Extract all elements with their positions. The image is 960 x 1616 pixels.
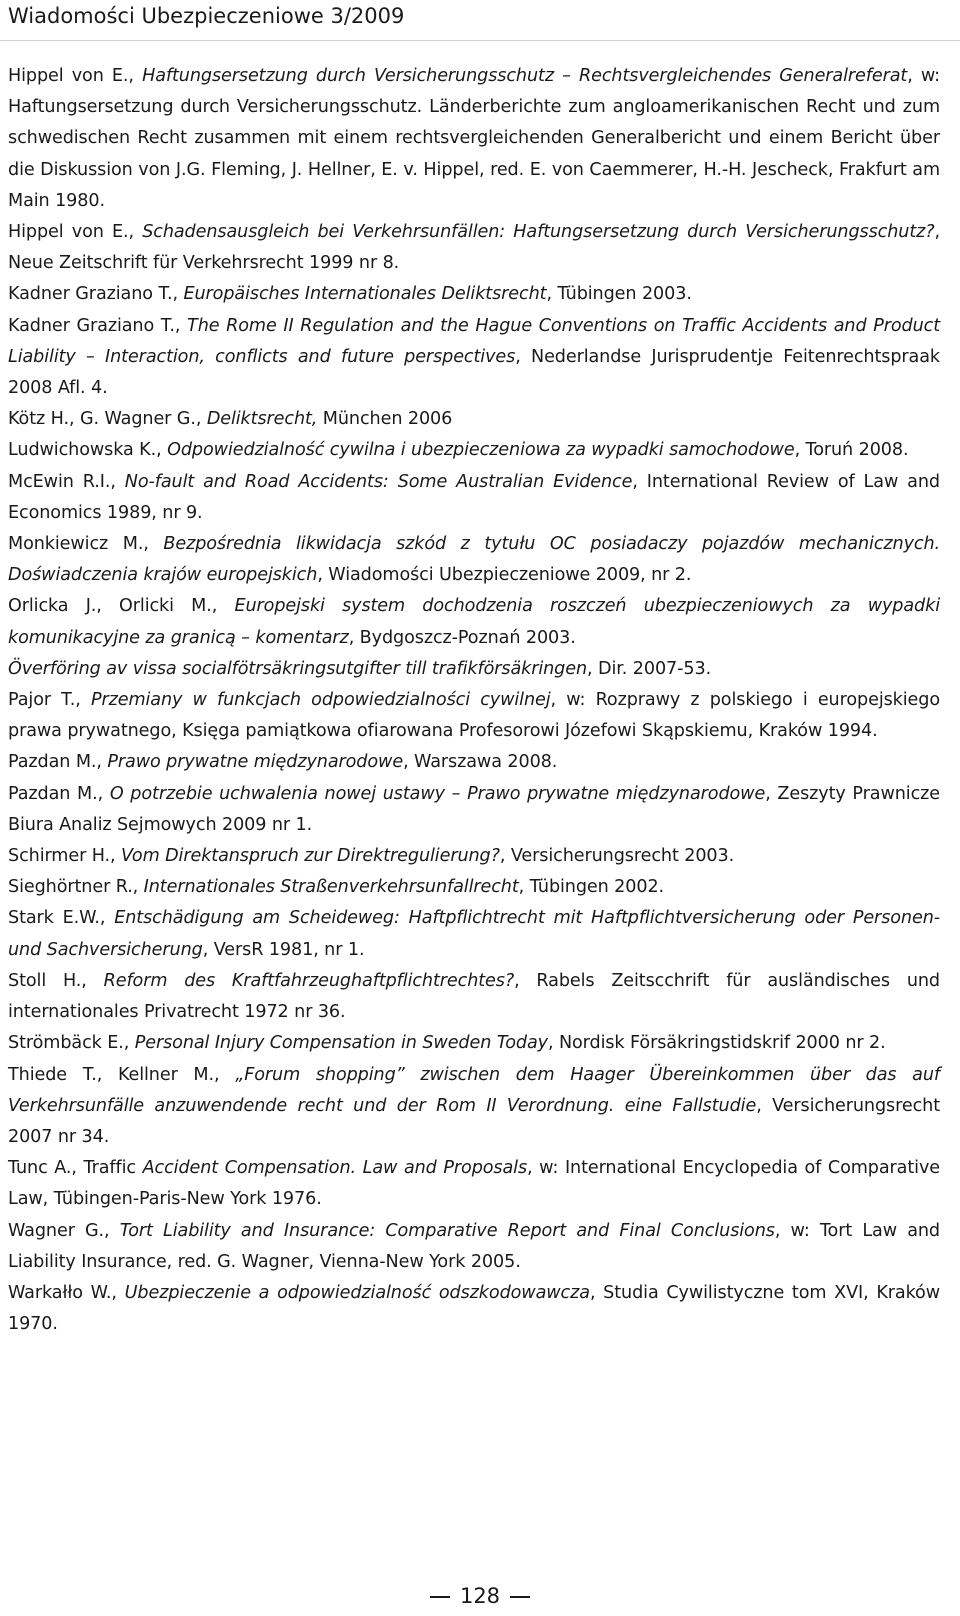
- reference-text: , w: Haftungsersetzung durch Versicherungsschutz. Länderberichte zum angloamerikanischen Recht und zum schwedischen Recht zusammen mit einem rechtsvergleichenden Generalbericht und einem Bericht über die Diskussion von J.G. Fleming, J. Hellner, E. v. Hippel, red. E. von Caemmerer, H.-H. Jescheck, Frakfurt am Main 1980.: [8, 66, 941, 211]
- reference-title: Bezpośrednia likwidacja szkód z tytułu OC posiadaczy pojazdów mechanicznych. Doświadczenia krajów europejskich: [8, 534, 941, 586]
- reference-text: McEwin R.I.,: [8, 471, 125, 492]
- reference-title: „Forum shopping” zwischen dem Haager Übereinkommen über das auf Verkehrsunfälle anzuwendende recht und der Rom II Verordnung. eine Fallstudie: [8, 1064, 940, 1116]
- reference-entry: [8, 1060, 940, 1154]
- reference-text: , Rabels Zeitscchrift für ausländisches und internationales Privatrecht 1972 nr 36.: [8, 970, 940, 1023]
- reference-title: Personal Injury Compensation in Sweden Today: [134, 1033, 548, 1054]
- reference-entry: [8, 1278, 940, 1340]
- reference-text: , Neue Zeitschrift für Verkehrsrecht 1999 nr 8.: [8, 222, 941, 274]
- reference-entry: [8, 1028, 940, 1059]
- reference-text: Thiede T., Kellner M.,: [8, 1064, 236, 1085]
- reference-entry: [8, 903, 940, 965]
- reference-text: Strömbäck E.,: [8, 1033, 135, 1054]
- reference-entry: [8, 279, 940, 310]
- reference-text: , Tübingen 2003.: [546, 284, 692, 305]
- reference-title: Odpowiedzialność cywilna i ubezpieczeniowa za wypadki samochodowe: [167, 440, 795, 461]
- reference-entry: [8, 685, 940, 747]
- reference-text: , International Review of Law and Economics 1989, nr 9.: [8, 471, 940, 523]
- reference-text: Monkiewicz M.,: [8, 534, 164, 555]
- reference-entry: [8, 1153, 940, 1215]
- reference-text: Kadner Graziano T.,: [8, 284, 184, 305]
- reference-text: Warkałło W.,: [8, 1282, 125, 1303]
- reference-title: Przemiany w funkcjach odpowiedzialności cywilnej: [90, 690, 551, 711]
- reference-text: , Nederlandse Jurisprudentje Feitenrechtspraak 2008 Afl. 4.: [8, 346, 940, 399]
- reference-title: O potrzebie uchwalenia nowej ustawy – Prawo prywatne międzynarodowe: [109, 783, 766, 804]
- reference-title: Deliktsrecht,: [206, 409, 318, 430]
- reference-text: Pajor T.,: [8, 690, 91, 711]
- reference-title: Överföring av vissa socialfötrsäkringsutgifter till trafikförsäkringen: [8, 658, 588, 679]
- reference-text: , w: International Encyclopedia of Comparative Law, Tübingen-Paris-New York 1976.: [8, 1158, 940, 1210]
- reference-title: Internationales Straßenverkehrsunfallrecht: [143, 877, 519, 898]
- reference-entry: [8, 1216, 940, 1278]
- reference-title: Accident Compensation. Law and Proposals: [142, 1158, 528, 1179]
- reference-text: , Nordisk Försäkringstidskrif 2000 nr 2.: [547, 1033, 886, 1054]
- reference-title: Tort Liability and Insurance: Comparative Report and Final Conclusions: [119, 1220, 775, 1241]
- reference-entry: [8, 747, 940, 778]
- reference-title: Europäisches Internationales Deliktsrecht: [183, 284, 547, 305]
- reference-text: Ludwichowska K.,: [8, 440, 168, 461]
- reference-text: Hippel von E.,: [8, 66, 143, 86]
- page-footer: [0, 1582, 960, 1610]
- reference-text: , Dir. 2007-53.: [587, 658, 712, 679]
- footer-dash-left: [430, 1596, 450, 1598]
- reference-entry: [8, 872, 940, 903]
- reference-title: No-fault and Road Accidents: Some Australian Evidence: [124, 471, 633, 492]
- reference-text: Pazdan M.,: [8, 783, 110, 804]
- reference-text: , Wiadomości Ubezpieczeniowe 2009, nr 2.: [317, 565, 692, 586]
- page-number: 128: [459, 1584, 501, 1608]
- reference-title: Schadensausgleich bei Verkehrsunfällen: Haftungsersetzung durch Versicherungsschutz?: [142, 222, 935, 243]
- reference-text: Stark E.W.,: [8, 908, 115, 929]
- reference-text: , Toruń 2008.: [794, 440, 909, 461]
- reference-entry: [8, 841, 940, 872]
- reference-entry: [8, 966, 940, 1028]
- reference-entry: [8, 311, 940, 405]
- reference-entry: [8, 779, 940, 841]
- reference-text: , Bydgoszcz-Poznań 2003.: [348, 627, 576, 648]
- reference-text: , Studia Cywilistyczne tom XVI, Kraków 1970.: [8, 1282, 941, 1335]
- running-header: Wiadomości Ubezpieczeniowe 3/2009: [8, 4, 405, 28]
- reference-text: Sieghörtner R.,: [8, 877, 144, 898]
- reference-entry: [8, 467, 940, 529]
- reference-text: München 2006: [317, 409, 453, 430]
- reference-text: , w: Tort Law and Liability Insurance, red. G. Wagner, Vienna-New York 2005.: [8, 1220, 940, 1272]
- reference-entry: [8, 217, 940, 279]
- reference-entry: [8, 61, 940, 217]
- reference-text: , Versicherungsrecht 2007 nr 34.: [8, 1095, 940, 1147]
- reference-text: , Zeszyty Prawnicze Biura Analiz Sejmowych 2009 nr 1.: [8, 783, 941, 835]
- reference-text: Kötz H., G. Wagner G.,: [8, 409, 207, 430]
- reference-text: , w: Rozprawy z polskiego i europejskiego prawa prywatnego, Księga pamiątkowa ofiarowana Profesorowi Józefowi Skąpskiemu, Kraków 1994.: [8, 690, 941, 742]
- reference-title: Entschädigung am Scheideweg: Haftpflichtrecht mit Haftpflichtversicherung oder Personen- und Sachversicherung: [8, 908, 940, 960]
- reference-entry: [8, 591, 940, 653]
- header-divider: [0, 40, 960, 41]
- reference-list: [8, 61, 940, 1340]
- reference-title: Haftungsersetzung durch Versicherungsschutz – Rechtsvergleichendes Generalreferat: [142, 66, 908, 86]
- footer-dash-right: [510, 1596, 530, 1598]
- reference-title: Reform des Kraftfahrzeughaftpflichtrechtes?: [103, 970, 515, 991]
- reference-title: Prawo prywatne międzynarodowe: [107, 752, 404, 773]
- reference-text: , VersR 1981, nr 1.: [202, 939, 365, 960]
- reference-title: Vom Direktanspruch zur Direktregulierung?: [121, 846, 500, 867]
- reference-text: Tunc A., Traffic: [8, 1158, 143, 1179]
- reference-text: Kadner Graziano T.,: [8, 315, 188, 336]
- reference-entry: [8, 404, 940, 435]
- reference-title: Ubezpieczenie a odpowiedzialność odszkodowawcza: [124, 1282, 590, 1303]
- reference-entry: [8, 654, 940, 685]
- reference-text: Hippel von E.,: [8, 222, 143, 243]
- reference-title: Europejski system dochodzenia roszczeń ubezpieczeniowych za wypadki komunikacyjne za granicą – komentarz: [8, 596, 940, 648]
- reference-text: Pazdan M.,: [8, 752, 108, 773]
- reference-entry: [8, 435, 940, 466]
- reference-title: The Rome II Regulation and the Hague Conventions on Traffic Accidents and Product Liability – Interaction, conflicts and future perspectives: [8, 315, 940, 367]
- reference-text: Stoll H.,: [8, 970, 104, 991]
- reference-text: , Tübingen 2002.: [518, 877, 665, 898]
- reference-text: , Versicherungsrecht 2003.: [499, 846, 735, 867]
- reference-text: Wagner G.,: [8, 1220, 120, 1241]
- reference-text: Schirmer H.,: [8, 846, 121, 867]
- reference-text: Orlicka J., Orlicki M.,: [8, 596, 235, 617]
- reference-entry: [8, 529, 940, 591]
- reference-text: , Warszawa 2008.: [403, 752, 558, 773]
